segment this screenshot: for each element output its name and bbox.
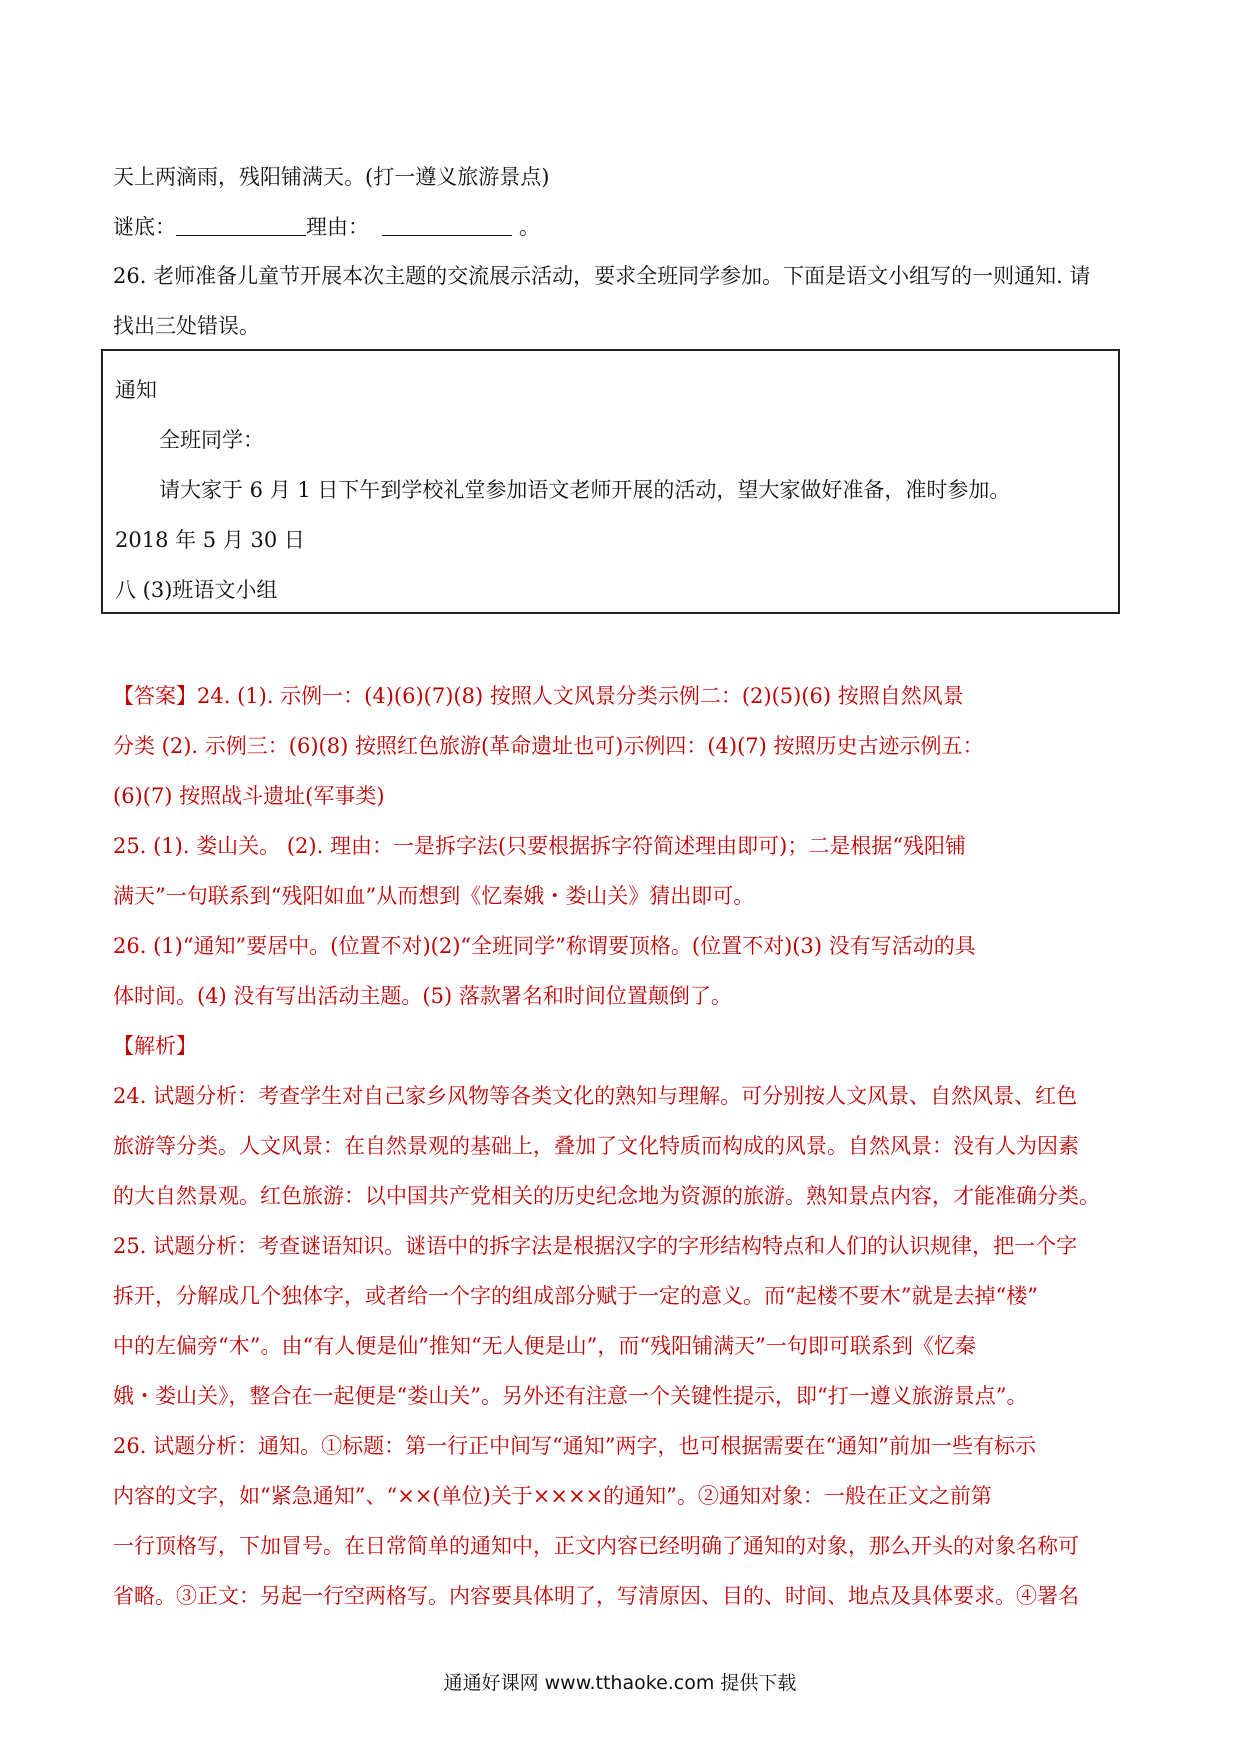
notice-date: 2018 年 5 月 30 日 bbox=[115, 528, 305, 552]
analysis-line: 一行顶格写，下加冒号。在日常简单的通知中，正文内容已经明确了通知的对象，那么开头的对象名称可 bbox=[113, 1534, 1079, 1558]
answer-line: 26. (1)“通知”要居中。(位置不对)(2)“全班同学”称谓要顶格。(位置不对)(3) 没有写活动的具 bbox=[113, 934, 976, 958]
analysis-heading: 【解析】 bbox=[113, 1034, 197, 1058]
answer-line: 分类 (2). 示例三：(6)(8) 按照红色旅游(革命遗址也可)示例四：(4)(7) 按照历史古迹示例五： bbox=[113, 734, 984, 758]
answer-line: 体时间。(4) 没有写出活动主题。(5) 落款署名和时间位置颠倒了。 bbox=[113, 984, 732, 1008]
notice-body: 请大家于 6 月 1 日下午到学校礼堂参加语文老师开展的活动，望大家做好准备，准时参加。 bbox=[159, 478, 1011, 502]
analysis-line: 拆开，分解成几个独体字，或者给一个字的组成部分赋于一定的意义。而“起楼不要木”就是去掉“楼” bbox=[113, 1284, 1038, 1308]
analysis-line: 24. 试题分析：考查学生对自己家乡风物等各类文化的熟知与理解。可分别按人文风景、自然风景、红色 bbox=[113, 1084, 1078, 1108]
answer-label: 谜底： bbox=[113, 215, 176, 239]
page-footer: 通通好课网 www.tthaoke.com 提供下载 bbox=[443, 1672, 797, 1694]
reason-blank[interactable] bbox=[382, 217, 512, 236]
analysis-line: 内容的文字，如“紧急通知”、“××(单位)关于××××的通知”。②通知对象：一般在正文之前第 bbox=[113, 1484, 992, 1508]
notice-box bbox=[101, 349, 1120, 614]
analysis-line: 中的左偏旁“木”。由“有人便是仙”推知“无人便是山”，而“残阳铺满天”一句即可联系到《忆秦 bbox=[113, 1334, 976, 1358]
answer-blank[interactable] bbox=[176, 217, 306, 236]
question-26-line-1: 26. 老师准备儿童节开展本次主题的交流展示活动，要求全班同学参加。下面是语文小组写的一则通知. 请 bbox=[113, 264, 1091, 288]
analysis-line: 26. 试题分析：通知。①标题：第一行正中间写“通知”两字，也可根据需要在“通知”前加一些有标示 bbox=[113, 1434, 1037, 1458]
analysis-line: 旅游等分类。人文风景：在自然景观的基础上，叠加了文化特质而构成的风景。自然风景：没有人为因素 bbox=[113, 1134, 1079, 1158]
analysis-line: 省略。③正文：另起一行空两格写。内容要具体明了，写清原因、目的、时间、地点及具体要求。④署名 bbox=[113, 1584, 1079, 1608]
answer-line: 【答案】24. (1). 示例一：(4)(6)(7)(8) 按照人文风景分类示例二：(2)(5)(6) 按照自然风景 bbox=[113, 684, 964, 708]
answer-line: (6)(7) 按照战斗遗址(军事类) bbox=[113, 784, 385, 808]
end-mark: 。 bbox=[519, 215, 541, 239]
riddle-answer-line bbox=[113, 211, 1143, 241]
notice-title: 通知 bbox=[115, 378, 157, 402]
notice-salutation: 全班同学： bbox=[159, 428, 264, 452]
reason-label: 理由： bbox=[306, 215, 369, 239]
answer-line: 满天”一句联系到“残阳如血”从而想到《忆秦娥・娄山关》猜出即可。 bbox=[113, 884, 755, 908]
riddle-line: 天上两滴雨，残阳铺满天。(打一遵义旅游景点) bbox=[113, 165, 550, 189]
question-26-line-2: 找出三处错误。 bbox=[113, 314, 260, 338]
answer-line: 25. (1). 娄山关。 (2). 理由：一是拆字法(只要根据拆字符简述理由即可)；二是根据“残阳铺 bbox=[113, 834, 967, 858]
analysis-line: 的大自然景观。红色旅游：以中国共产党相关的历史纪念地为资源的旅游。熟知景点内容，才能准确分类。 bbox=[113, 1184, 1100, 1208]
notice-signature: 八 (3)班语文小组 bbox=[115, 578, 278, 602]
analysis-line: 25. 试题分析：考查谜语知识。谜语中的拆字法是根据汉字的字形结构特点和人们的认识规律，把一个字 bbox=[113, 1234, 1078, 1258]
analysis-line: 娥・娄山关》，整合在一起便是“娄山关”。另外还有注意一个关键性提示，即“打一遵义旅游景点”。 bbox=[113, 1384, 1028, 1408]
